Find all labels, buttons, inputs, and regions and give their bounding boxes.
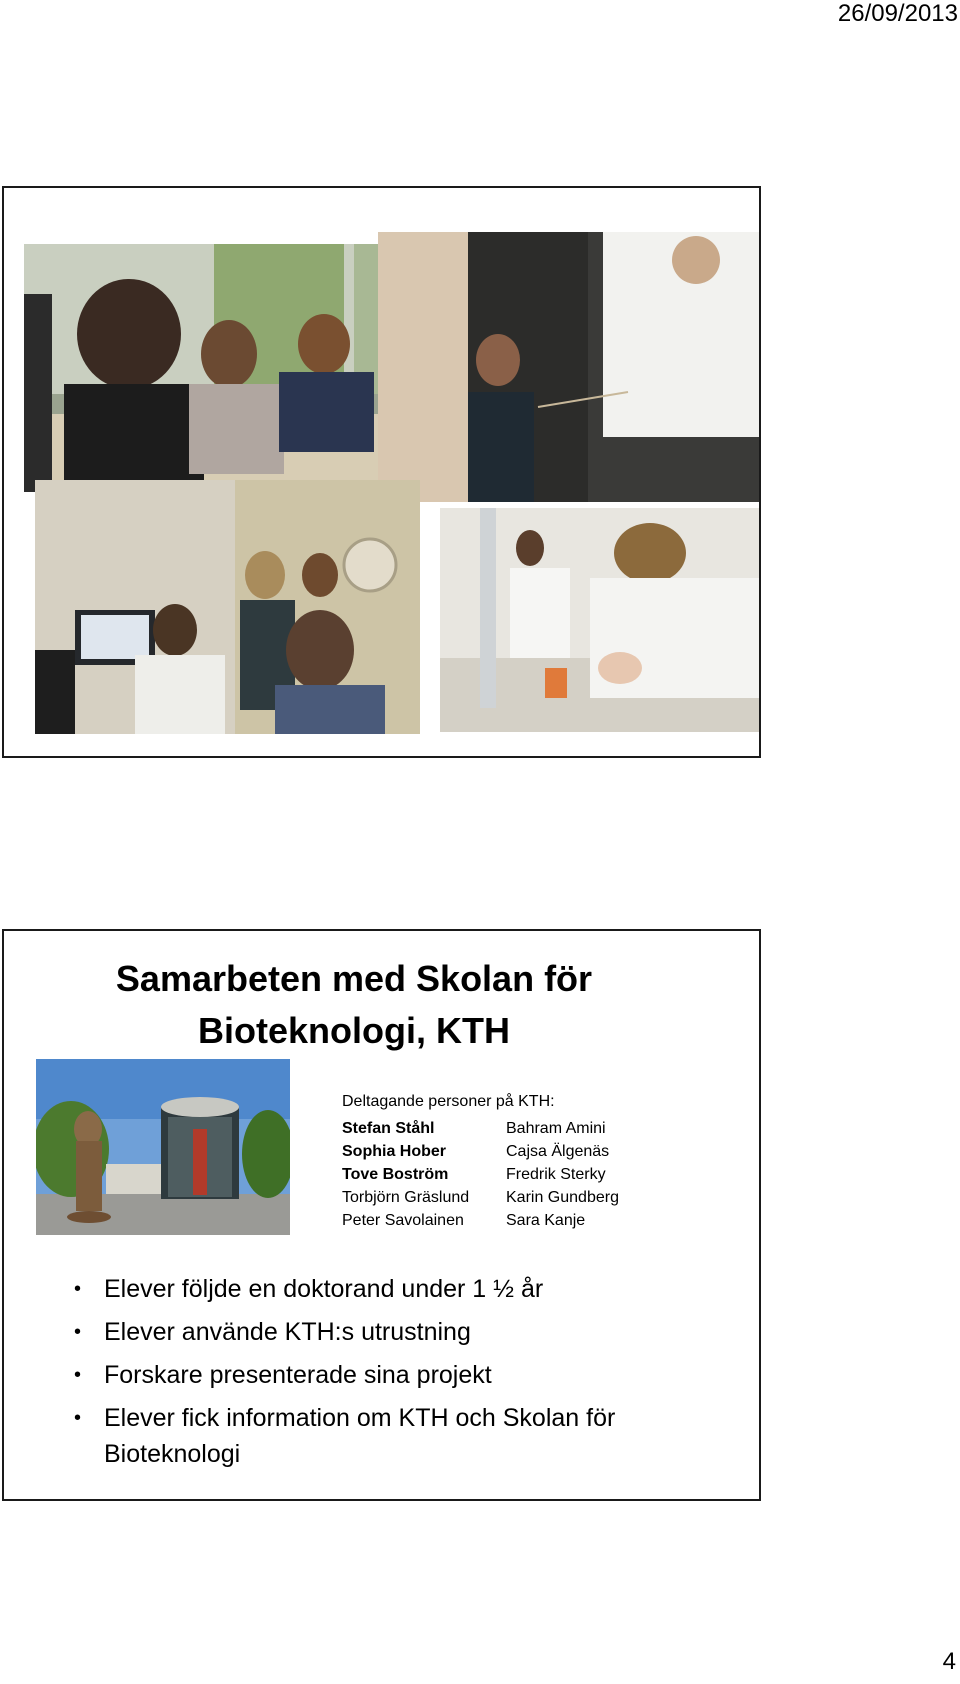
participant-name: Peter Savolainen (342, 1212, 464, 1229)
participant-name: Sophia Hober (342, 1143, 447, 1160)
participant-name: Fredrik Sterky (506, 1166, 606, 1183)
bullet-list (74, 1271, 714, 1479)
bullet-icon: • (74, 1407, 82, 1429)
slide-title-line-2: Bioteknologi, KTH (198, 1010, 510, 1051)
photo-slide (2, 186, 761, 758)
kth-collaboration-slide (2, 929, 761, 1501)
bullet-icon: • (74, 1321, 82, 1343)
bullet-item (74, 1357, 714, 1393)
slide-title-line-1: Samarbeten med Skolan för (115, 958, 593, 999)
bullet-text: Elever följde en doktorand under 1 ½ år (104, 1275, 544, 1303)
bullet-icon: • (74, 1364, 82, 1386)
kth-building-photo (36, 1059, 290, 1235)
participants-heading: Deltagande personer på KTH: (342, 1093, 555, 1110)
participants-section (342, 1093, 646, 1230)
participant-name: Karin Gundberg (506, 1189, 619, 1206)
presentation-photo (378, 232, 761, 502)
page-number: 4 (942, 1648, 956, 1675)
date-header: 26/09/2013 (837, 0, 958, 27)
laboratory-photo (440, 508, 761, 732)
participant-name: Bahram Amini (506, 1120, 606, 1137)
bullet-item (74, 1271, 714, 1307)
bullet-item (74, 1314, 714, 1350)
computer-room-photo (35, 480, 420, 734)
slide-title (44, 953, 664, 1057)
participant-name: Cajsa Älgenäs (506, 1143, 610, 1160)
participants-list (342, 1119, 646, 1230)
participant-name: Stefan Ståhl (342, 1120, 435, 1137)
participant-name: Torbjörn Gräslund (342, 1189, 470, 1206)
participant-name: Tove Boström (342, 1166, 449, 1183)
classroom-photo (24, 244, 400, 492)
bullet-text: Forskare presenterade sina projekt (104, 1361, 492, 1389)
bullet-icon: • (74, 1278, 82, 1300)
bullet-item (74, 1400, 714, 1472)
participant-name: Sara Kanje (506, 1212, 586, 1229)
bullet-text: Elever använde KTH:s utrustning (104, 1318, 471, 1346)
bullet-text: Elever fick information om KTH och Skolan för Bioteknologi (104, 1404, 616, 1468)
